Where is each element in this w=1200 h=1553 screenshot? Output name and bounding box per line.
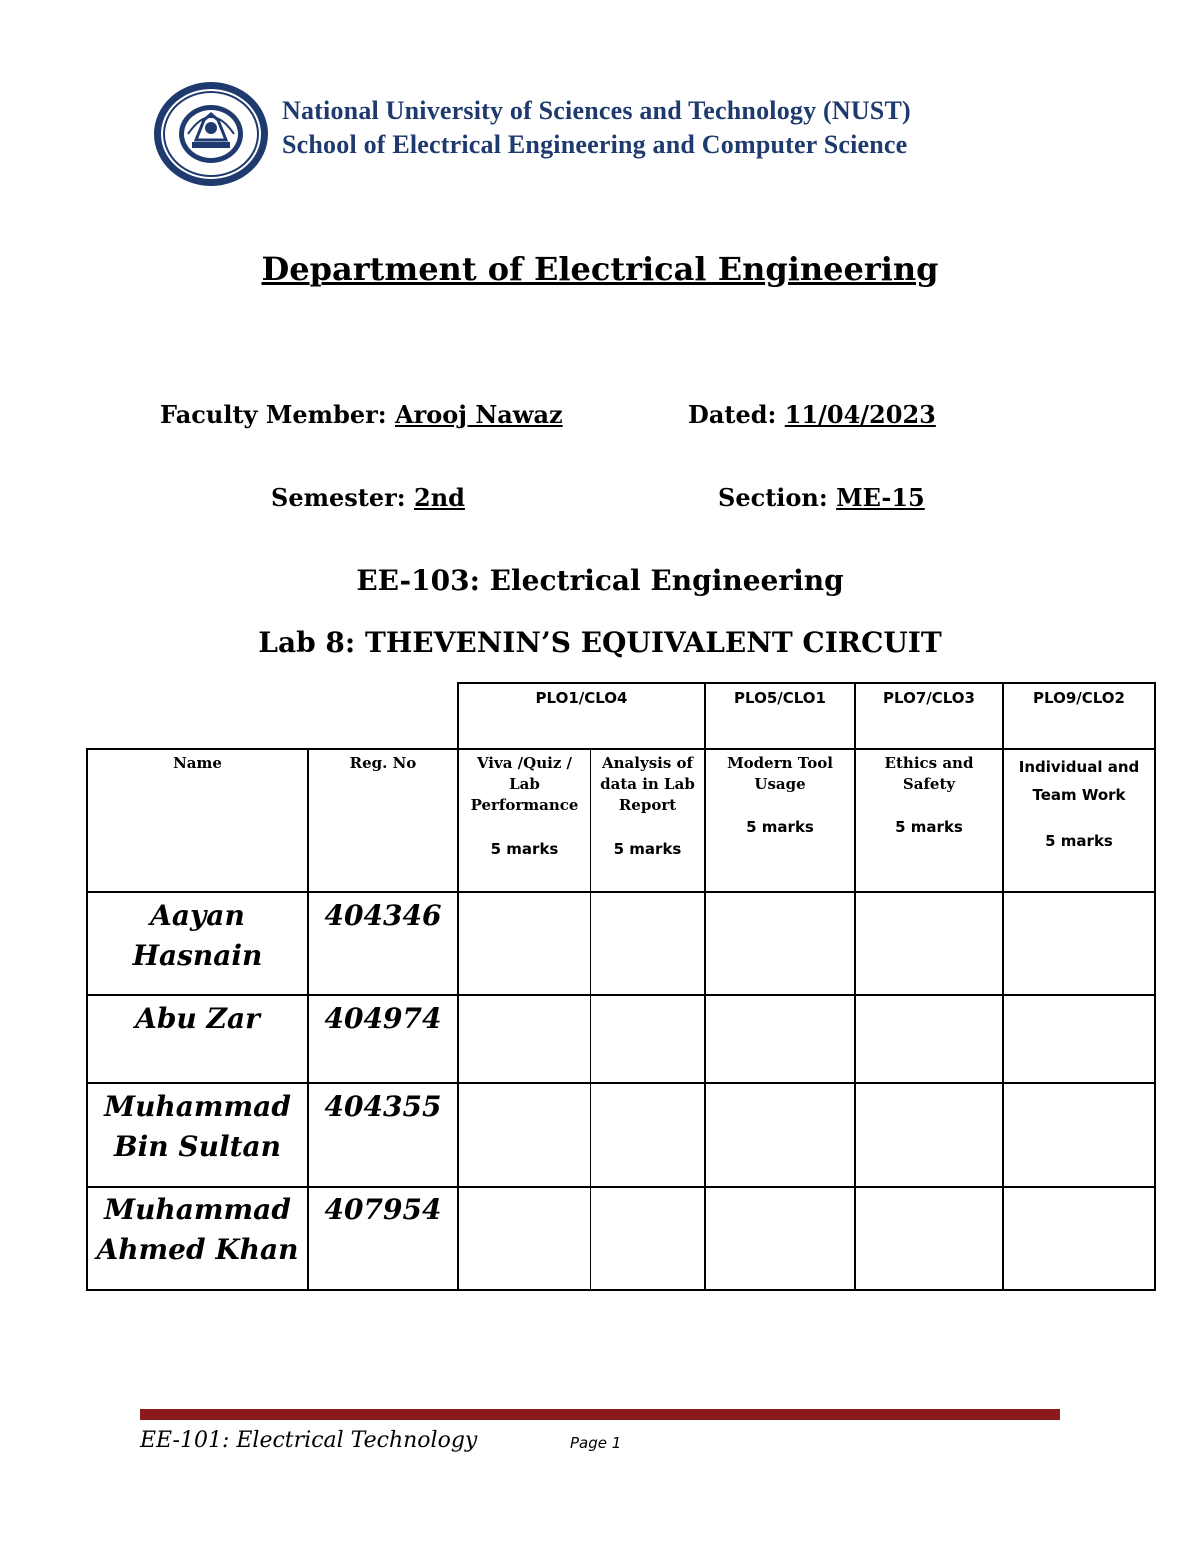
footer-course: EE-101: Electrical Technology (140, 1428, 478, 1453)
semester (271, 483, 465, 512)
section-label: Section: (718, 483, 828, 512)
header-line: Analysis of (602, 754, 693, 772)
column-header-individual (1004, 753, 1154, 855)
name-line: Muhammad (104, 1193, 291, 1226)
name-line: Aayan (150, 899, 245, 932)
column-header-analysis (591, 753, 704, 860)
table-line (86, 994, 1156, 996)
student-name (88, 896, 307, 976)
marks-label: 5 marks (746, 818, 814, 836)
dated-value: 11/04/2023 (784, 400, 936, 429)
faculty-member (160, 400, 563, 429)
header-line: Performance (470, 796, 579, 814)
plo-header: PLO7/CLO3 (883, 689, 975, 707)
student-reg: 407954 (324, 1193, 442, 1226)
column-header-ethics (856, 753, 1002, 838)
course-title: EE-103: Electrical Engineering (356, 564, 844, 597)
name-line: Ahmed Khan (96, 1233, 299, 1266)
marks-label: 5 marks (895, 818, 963, 836)
student-reg: 404346 (324, 899, 442, 932)
plo-header: PLO9/CLO2 (1033, 689, 1125, 707)
plo-header: PLO5/CLO1 (734, 689, 826, 707)
table-line (86, 891, 1156, 893)
student-name (88, 1087, 307, 1167)
table-line (86, 1186, 1156, 1188)
table-line (86, 1082, 1156, 1084)
university-name: National University of Sciences and Technology (NUST) (282, 96, 911, 125)
column-header-name: Name (173, 754, 222, 772)
lab-title: Lab 8: THEVENIN’S EQUIVALENT CIRCUIT (258, 626, 942, 659)
student-name (88, 1190, 307, 1270)
student-reg: 404974 (324, 1002, 442, 1035)
department-title: Department of Electrical Engineering (261, 250, 939, 288)
column-header-modern-tool (706, 753, 854, 838)
dated (688, 400, 936, 429)
header-line: Lab (509, 775, 540, 793)
name-line: Abu Zar (135, 1002, 260, 1035)
marks-label: 5 marks (1045, 832, 1113, 850)
name-line: Bin Sultan (113, 1130, 282, 1163)
header-line: Individual and (1018, 758, 1140, 776)
footer-page-number: Page 1 (570, 1434, 622, 1452)
table-line (1154, 682, 1156, 1291)
semester-label: Semester: (271, 483, 406, 512)
marks-label: 5 marks (613, 840, 682, 858)
table-line (457, 682, 1156, 684)
table-line (86, 1289, 1156, 1291)
header-line: Modern Tool (727, 754, 833, 772)
plo-header: PLO1/CLO4 (535, 689, 628, 707)
marks-label: 5 marks (490, 840, 559, 858)
name-line: Muhammad (104, 1090, 291, 1123)
header-line: Team Work (1032, 786, 1126, 804)
student-reg: 404355 (324, 1090, 442, 1123)
dated-label: Dated: (688, 400, 777, 429)
header-line: Ethics and (884, 754, 974, 772)
name-line: Hasnain (132, 939, 263, 972)
header-line: Usage (754, 775, 806, 793)
header-line: Viva /Quiz / (476, 754, 573, 772)
table-line (86, 748, 1156, 750)
student-name (88, 999, 307, 1039)
column-header-reg: Reg. No (349, 754, 417, 772)
faculty-value: Arooj Nawaz (395, 400, 563, 429)
school-name: School of Electrical Engineering and Computer Science (282, 130, 908, 159)
header-line: Safety (902, 775, 956, 793)
header-line: Report (618, 796, 677, 814)
footer-divider (140, 1409, 1060, 1420)
faculty-label: Faculty Member: (160, 400, 387, 429)
section (718, 483, 925, 512)
semester-value: 2nd (414, 483, 465, 512)
section-value: ME-15 (836, 483, 925, 512)
header-line: data in Lab (600, 775, 695, 793)
column-header-viva (459, 753, 590, 860)
nust-seal-logo-icon (152, 80, 270, 188)
